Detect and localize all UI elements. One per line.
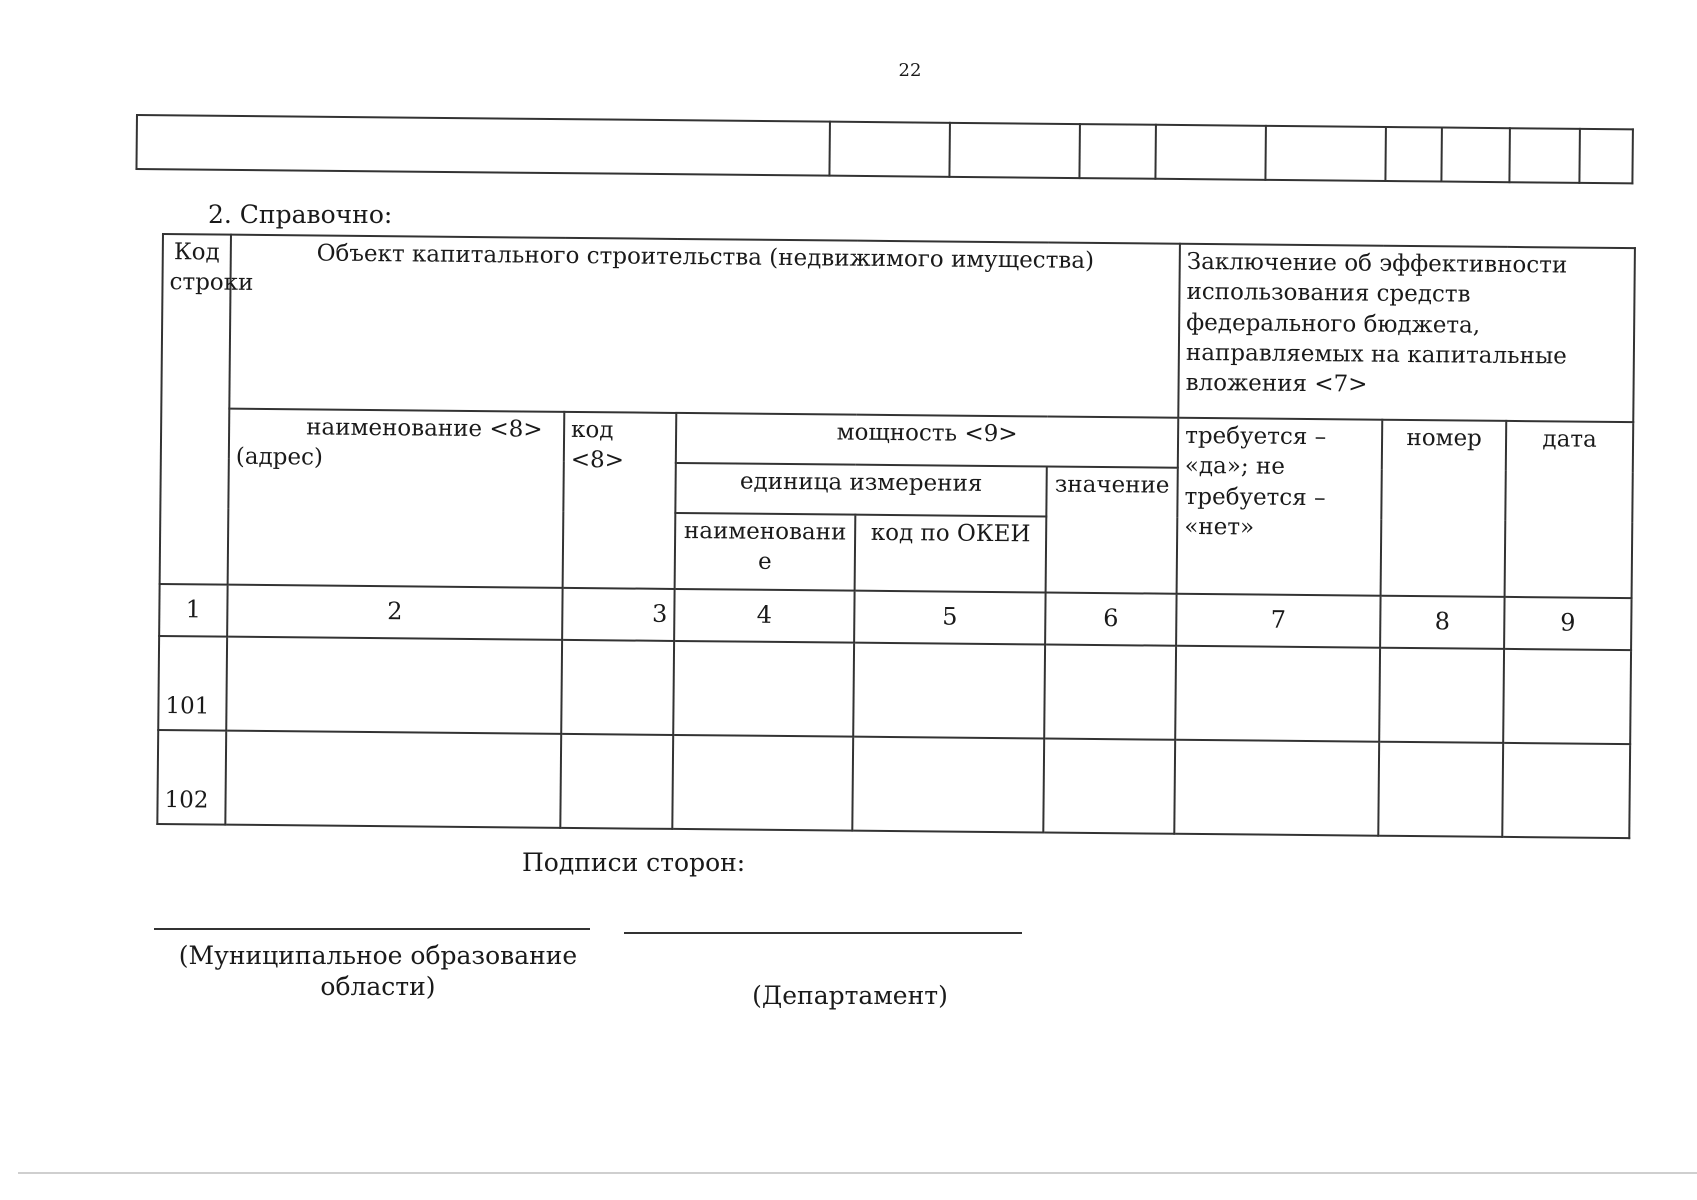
header-code: код <8> xyxy=(563,412,677,589)
column-number: 9 xyxy=(1504,597,1632,650)
page-bottom-rule xyxy=(18,1172,1697,1174)
table-row xyxy=(158,636,1631,744)
table-cell xyxy=(672,735,853,831)
header-date: дата xyxy=(1505,421,1634,598)
header-conclusion: Заключение об эффективности использования средств федерального бюджета, направляемых на капитальные вложения <7> xyxy=(1178,244,1635,422)
table-cell xyxy=(1175,646,1380,742)
header-number: номер xyxy=(1381,420,1507,597)
table-cell xyxy=(1044,644,1176,739)
column-number: 8 xyxy=(1380,596,1504,649)
column-number: 1 xyxy=(159,584,227,637)
column-number: 7 xyxy=(1176,594,1380,648)
left-signature-caption: (Муниципальное образование области) xyxy=(178,941,578,1002)
table-cell xyxy=(1441,128,1510,183)
table-cell xyxy=(1043,738,1175,833)
column-number: 6 xyxy=(1045,592,1177,645)
right-signature-caption: (Департамент) xyxy=(752,981,948,1010)
table-cell xyxy=(852,737,1044,833)
table-cell xyxy=(560,734,673,829)
row-code: 102 xyxy=(157,730,226,825)
table-cell xyxy=(1502,743,1630,838)
table-cell xyxy=(561,640,674,735)
table-cell xyxy=(1378,742,1503,837)
table-cell xyxy=(1079,124,1156,179)
table-cell xyxy=(1503,649,1631,744)
column-number: 5 xyxy=(854,591,1045,645)
signatures-title: Подписи сторон: xyxy=(522,848,746,877)
column-number: 3 xyxy=(562,588,674,641)
table-cell xyxy=(1155,125,1266,180)
table-cell xyxy=(1265,126,1386,181)
table-cell xyxy=(1579,129,1633,184)
table-cell xyxy=(1385,127,1442,182)
table-cell xyxy=(853,643,1045,739)
column-number: 2 xyxy=(227,585,562,640)
section-label: 2. Справочно: xyxy=(208,200,393,229)
continuation-row xyxy=(136,115,1632,183)
header-value: значение xyxy=(1046,467,1178,594)
header-row-1 xyxy=(161,234,1635,422)
column-number: 4 xyxy=(674,589,854,643)
row-code: 101 xyxy=(158,636,227,731)
header-unit-name: наименование xyxy=(675,513,856,591)
header-okei: код по ОКЕИ xyxy=(855,515,1047,593)
table-cell xyxy=(829,122,950,177)
header-row-code: Код строки xyxy=(160,234,231,585)
table-cell xyxy=(949,123,1080,178)
header-required: требуется – «да»; не требуется – «нет» xyxy=(1177,418,1383,596)
header-name: наименование <8> (адрес) xyxy=(228,409,565,588)
table-cell xyxy=(225,731,561,828)
table-cell xyxy=(136,115,829,176)
reference-table xyxy=(156,233,1636,839)
right-signature-line xyxy=(624,932,1022,934)
table-cell xyxy=(1174,740,1379,836)
table-row xyxy=(157,730,1630,838)
header-object: Объект капитального строительства (недвижимого имущества) xyxy=(229,235,1180,418)
page-number: 22 xyxy=(898,60,922,81)
table-cell xyxy=(226,637,562,734)
header-capacity: мощность <9> xyxy=(676,413,1179,468)
left-signature-line xyxy=(154,928,590,930)
table-cell xyxy=(1509,128,1580,183)
continuation-table-strip xyxy=(135,114,1633,184)
table-cell xyxy=(673,641,854,737)
header-unit: единица измерения xyxy=(675,463,1046,517)
table-cell xyxy=(1379,648,1504,743)
